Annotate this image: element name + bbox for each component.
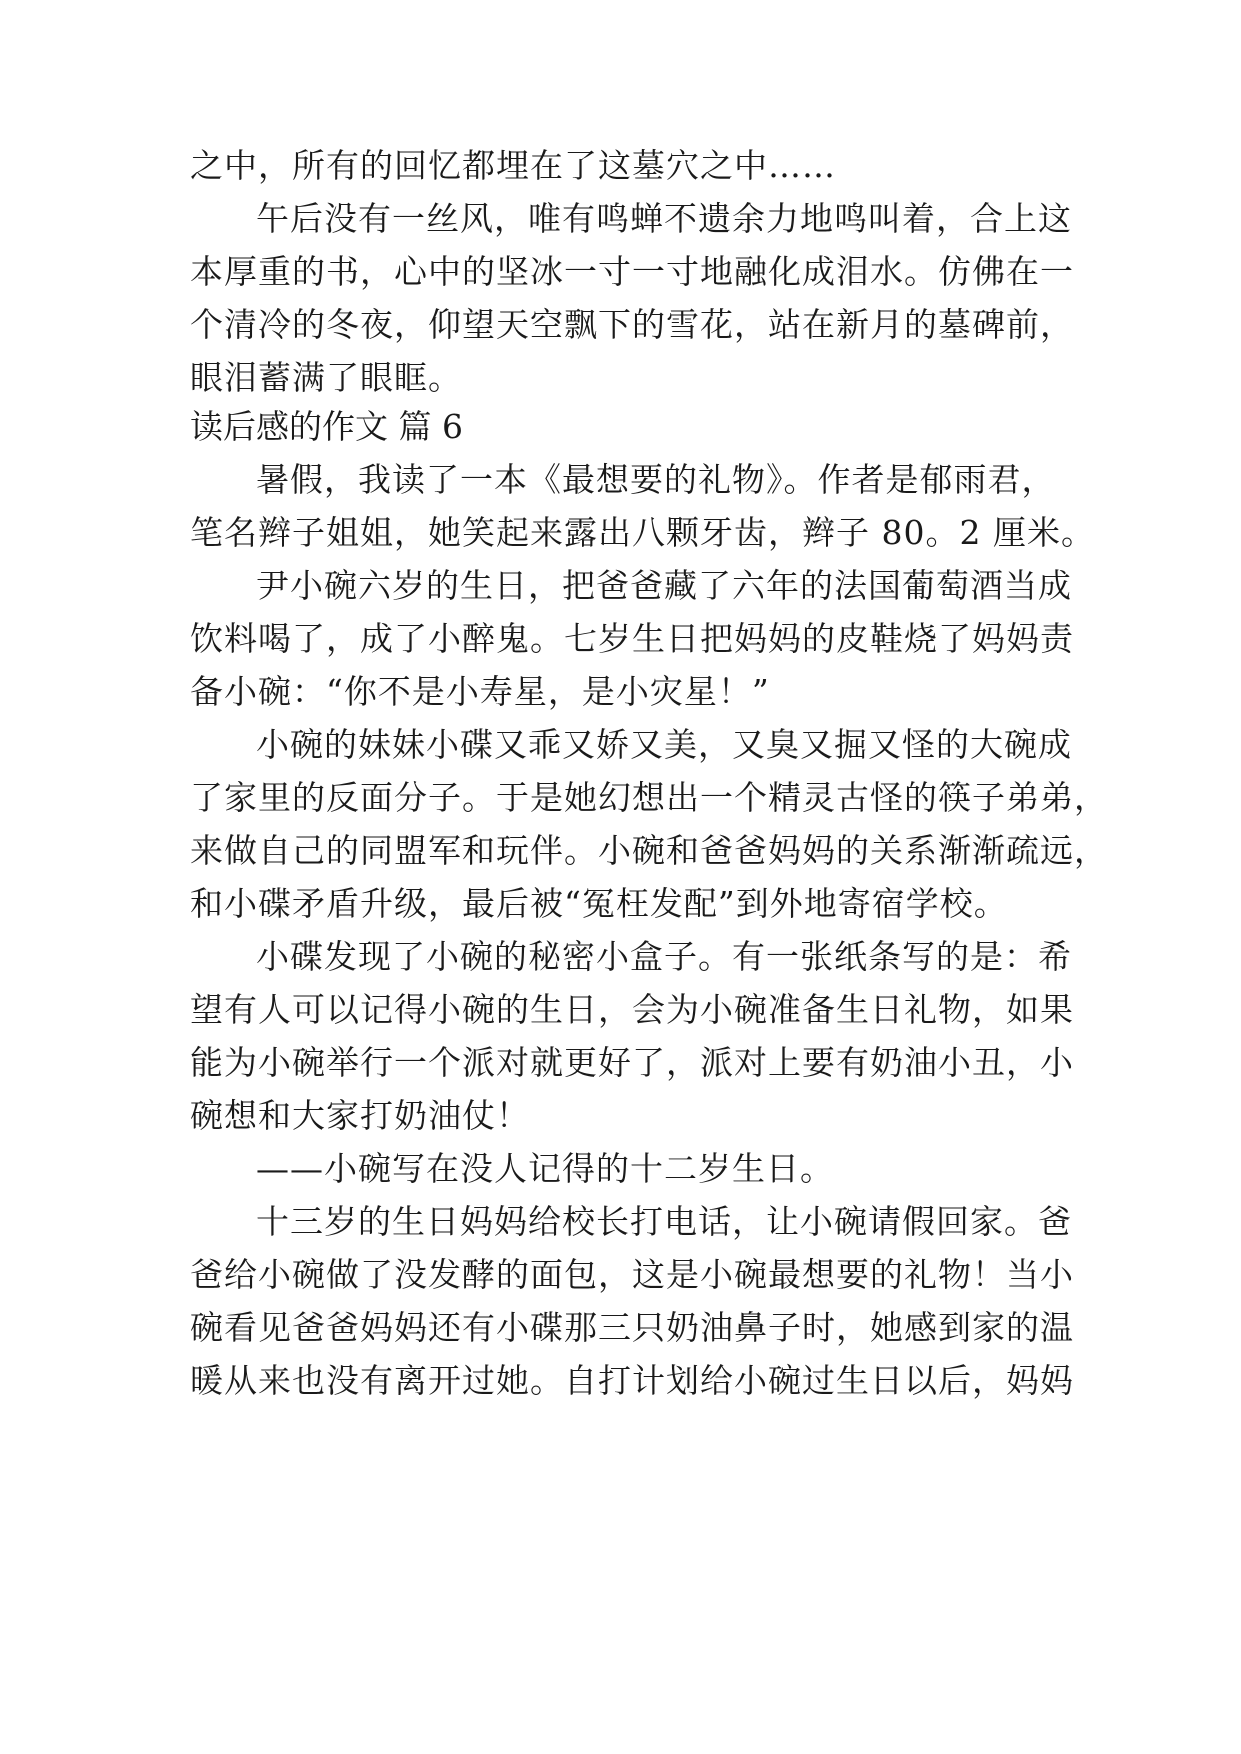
paragraph-start: 暑假，我读了一本《最想要的礼物》。作者是郁雨君，: [256, 460, 1056, 499]
text-line: 笔名辫子姐姐，她笑起来露出八颗牙齿，辫子 80。2 厘米。: [190, 513, 1095, 552]
text-line: 碗看见爸爸妈妈还有小碟那三只奶油鼻子时，她感到家的温: [190, 1308, 1074, 1347]
text-line: 来做自己的同盟军和玩伴。小碗和爸爸妈妈的关系渐渐疏远，: [190, 831, 1108, 870]
text-line: 暖从来也没有离开过她。自打计划给小碗过生日以后，妈妈: [190, 1361, 1074, 1400]
text-line: 碗想和大家打奶油仗！: [190, 1096, 530, 1135]
text-line: 了家里的反面分子。于是她幻想出一个精灵古怪的筷子弟弟，: [190, 778, 1108, 817]
text-line: 能为小碗举行一个派对就更好了，派对上要有奶油小丑，小: [190, 1043, 1074, 1082]
paragraph-start: 十三岁的生日妈妈给校长打电话，让小碗请假回家。爸: [256, 1202, 1072, 1241]
paragraph-start: ——小碗写在没人记得的十二岁生日。: [256, 1149, 834, 1188]
paragraph-start: 尹小碗六岁的生日，把爸爸藏了六年的法国葡萄酒当成: [256, 566, 1072, 605]
text-line: 之中，所有的回忆都埋在了这墓穴之中……: [190, 146, 836, 185]
text-line: 和小碟矛盾升级，最后被“冤枉发配”到外地寄宿学校。: [190, 884, 1008, 923]
text-line: 饮料喝了，成了小醉鬼。七岁生日把妈妈的皮鞋烧了妈妈责: [190, 619, 1074, 658]
text-line: 眼泪蓄满了眼眶。: [190, 358, 462, 397]
text-line: 本厚重的书，心中的坚冰一寸一寸地融化成泪水。仿佛在一: [190, 252, 1074, 291]
paragraph-start: 小碟发现了小碗的秘密小盒子。有一张纸条写的是：希: [256, 937, 1072, 976]
text-line: 爸给小碗做了没发酵的面包，这是小碗最想要的礼物！当小: [190, 1255, 1074, 1294]
text-line: 备小碗：“你不是小寿星，是小灾星！”: [190, 672, 770, 711]
text-line: 个清冷的冬夜，仰望天空飘下的雪花，站在新月的墓碑前，: [190, 305, 1074, 344]
section-heading: 读后感的作文 篇 6: [190, 407, 463, 446]
text-line: 望有人可以记得小碗的生日，会为小碗准备生日礼物，如果: [190, 990, 1074, 1029]
paragraph-start: 小碗的妹妹小碟又乖又娇又美，又臭又掘又怪的大碗成: [256, 725, 1072, 764]
paragraph-start: 午后没有一丝风，唯有鸣蝉不遗余力地鸣叫着，合上这: [256, 199, 1072, 238]
